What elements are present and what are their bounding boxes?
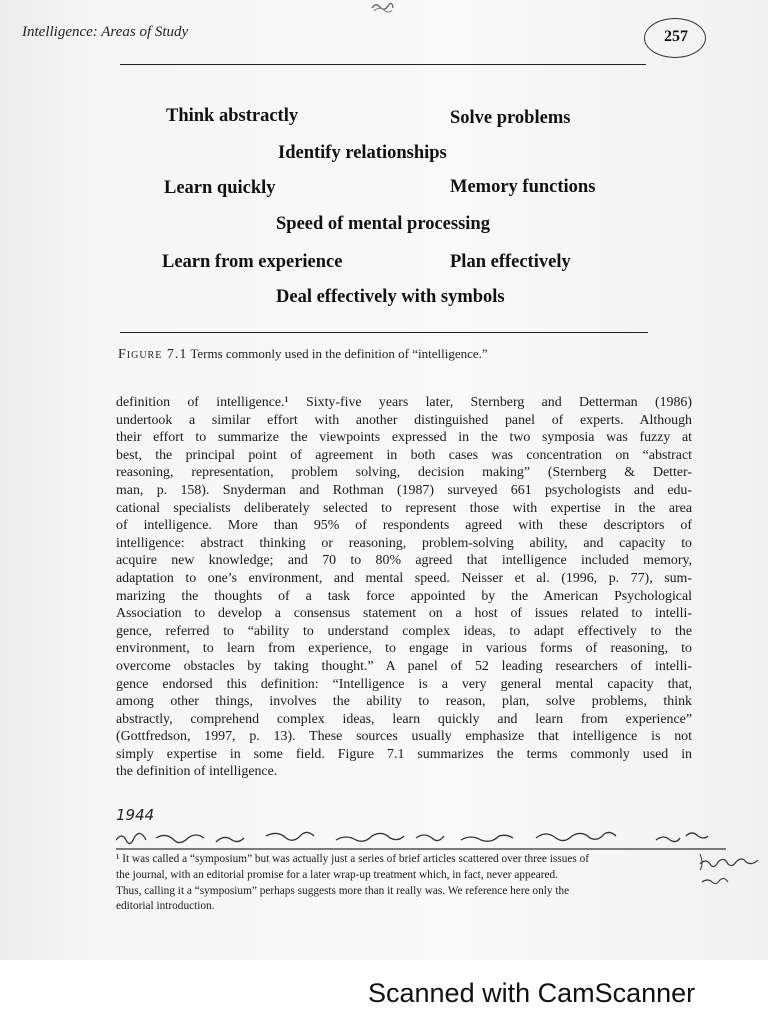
page-number-circle [644,18,706,58]
body-line: their effort to summarize the viewpoints expressed in the two symposia was fuzzy at [116,430,692,446]
footnote-line: ¹ It was called a “symposium” but was actually just a series of brief articles scattered over three issues of [116,853,589,865]
body-line: overcome obstacles by taking thought.” A panel of 52 leading researchers of intelli- [116,658,692,674]
handwritten-year: 1944 [116,806,155,824]
term-learn-from-experience: Learn from experience [162,252,343,272]
footnote [116,852,694,915]
term-memory-functions: Memory functions [450,177,596,197]
term-plan-effectively: Plan effectively [450,252,571,272]
body-line: reasoning, representation, problem solving, decision making” (Sternberg & Detter- [116,465,692,481]
body-paragraph [116,394,692,781]
body-line: intelligence: abstract thinking or reasoning, problem-solving ability, and capacity to [116,535,692,551]
body-line: marizing the thoughts of a task force appointed by the American Psychological [116,588,692,604]
term-solve-problems: Solve problems [450,108,571,128]
figure-caption [118,346,488,363]
term-speed-of-mental-processing: Speed of mental processing [276,214,490,234]
body-line: best, the principal point of agreement in both cases was concentration on “abstract [116,447,692,463]
term-identify-relationships: Identify relationships [278,143,447,163]
body-line: among other things, involves the ability to reason, plan, solve problems, think [116,694,692,710]
figure-top-rule [120,64,646,65]
body-line: Association to develop a consensus statement on a host of issues related to intelli- [116,606,692,622]
body-line: cational specialists deliberately selected to represent those with expertise in the area [116,500,692,516]
figure-terms [120,92,648,332]
footnote-line: Thus, calling it a “symposium” perhaps suggests more than it really was. We reference here only the [116,884,570,897]
figure-caption-label: Figure 7.1 [118,347,188,362]
term-deal-effectively-with-symbols: Deal effectively with symbols [276,287,505,307]
footnote-line: the journal, with an editorial promise for a later wrap-up treatment which, in fact, never appeared. [116,868,558,881]
body-line: abstractly, comprehend complex ideas, learn quickly and learn from experience” [116,711,692,727]
handwritten-margin-scribble [696,852,768,902]
footnote-line: editorial introduction. [116,900,215,913]
term-think-abstractly: Think abstractly [166,106,299,126]
body-line: (Gottfredson, 1997, p. 13). These sources usually emphasize that intelligence is not [116,729,692,745]
running-head: Intelligence: Areas of Study [22,24,189,40]
scan-artifact-mark [370,0,394,14]
camscanner-watermark: Scanned with CamScanner [368,978,696,1008]
body-line: the definition of intelligence. [116,764,278,780]
figure-bottom-rule [120,332,648,333]
figure-caption-text: Terms commonly used in the definition of “intelligence.” [190,346,488,361]
body-line: environment, to learn from experience, to engage in various forms of reasoning, to [116,641,692,657]
body-line: man, p. 158). Snyderman and Rothman (1987) surveyed 661 psychologists and edu- [116,482,692,498]
handwritten-note-scribble [116,822,726,854]
term-learn-quickly: Learn quickly [164,178,276,198]
body-line: acquire new knowledge; and 70 to 80% agreed that intelligence included memory, [116,553,692,569]
body-line: gence endorsed this definition: “Intelligence is a very general mental capacity that, [116,676,692,692]
body-line: gence, referred to “ability to understand complex ideas, to adapt effectively to the [116,623,692,639]
body-line: undertook a similar effort with another distinguished panel of experts. Although [116,412,692,428]
body-line: adaptation to one’s environment, and mental speed. Neisser et al. (1996, p. 77), sum- [116,570,692,586]
page-number: 257 [664,28,688,45]
body-line: simply expertise in some field. Figure 7.1 summarizes the terms commonly used in [116,746,692,762]
body-line: definition of intelligence.¹ Sixty-five years later, Sternberg and Detterman (1986) [116,395,692,410]
body-line: of intelligence. More than 95% of respondents agreed with these descriptors of [116,518,692,534]
